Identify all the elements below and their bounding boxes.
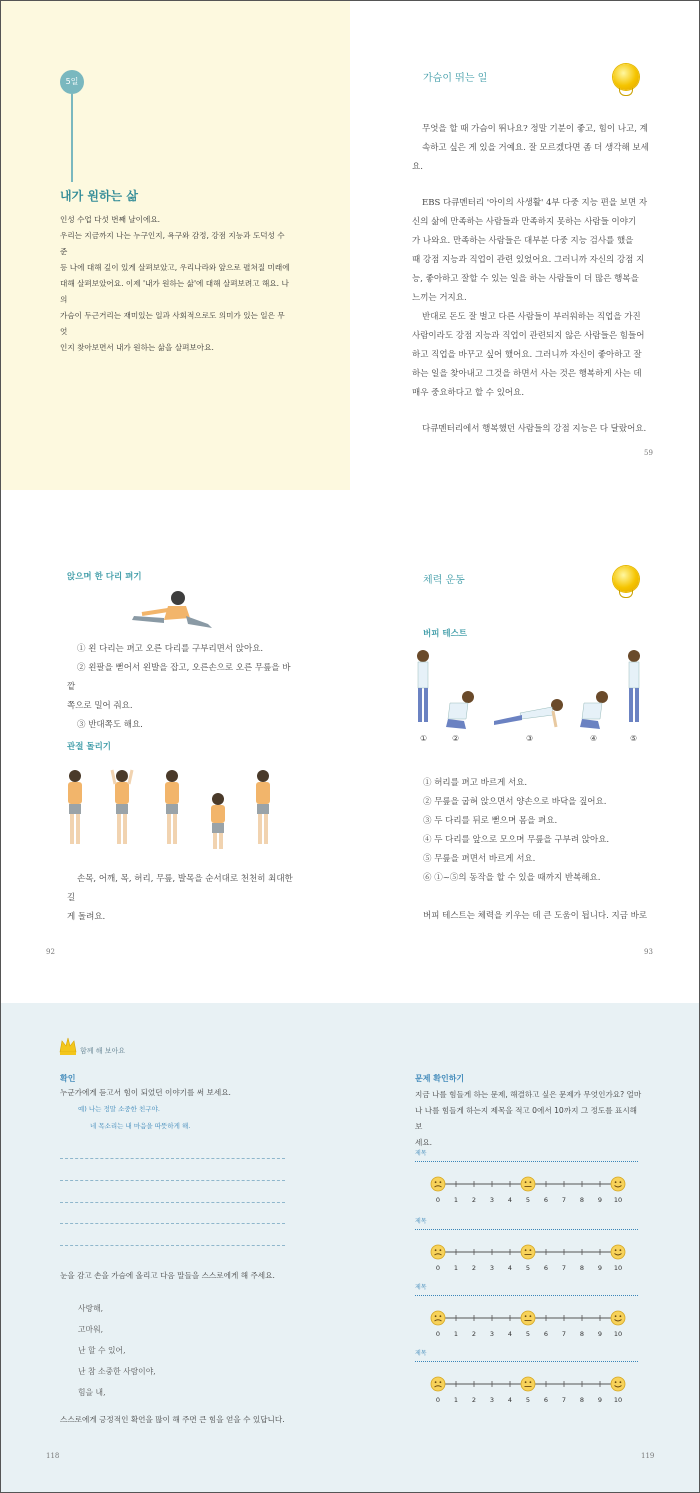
joint-rotation-illustration — [60, 765, 290, 855]
body-line: 무엇을 할 때 가슴이 뛰나요? 정말 기분이 좋고, 힘이 나고, 계 — [422, 124, 648, 134]
affirmation: 난 참 소중한 사람이야, — [78, 1367, 156, 1376]
affirmation: 난 할 수 있어, — [78, 1346, 126, 1355]
burpee-marker: ④ — [590, 734, 598, 743]
instruction-line: 나 나를 힘들게 하는지 제목을 적고 0에서 10까지 그 정도를 표시해 보 — [415, 1106, 638, 1131]
scale-title-line[interactable] — [415, 1161, 638, 1162]
writing-line[interactable] — [60, 1202, 285, 1203]
body-line: 신의 삶에 만족하는 사람들과 만족하지 못하는 사람들 이야기 — [412, 217, 637, 227]
step: ⑥ ①~⑤의 동작을 할 수 있을 때까지 반복해요. — [423, 873, 601, 883]
burpee-steps — [423, 774, 658, 888]
burpee-title: 버피 테스트 — [423, 629, 468, 639]
step: ⑤ 무릎을 펴면서 바르게 서요. — [423, 854, 536, 864]
joint-figure — [112, 770, 132, 844]
neutral-face-icon — [521, 1177, 535, 1191]
joint-figure — [68, 770, 82, 844]
day-badge-line — [71, 94, 73, 182]
paragraph — [412, 308, 652, 403]
step: 쪽으로 밀어 줘요. — [67, 701, 133, 711]
rating-scale[interactable] — [428, 1374, 628, 1406]
step: ④ 두 다리를 앞으로 모으며 무릎을 구부려 앉아요. — [423, 835, 610, 845]
joint-desc — [67, 870, 297, 927]
intro-line: 우리는 지금까지 나는 누구인지, 욕구와 감정, 강점 지능과 도덕성 수준 — [60, 231, 285, 256]
scale-number: 9 — [597, 1196, 603, 1204]
paragraph — [412, 420, 652, 439]
page-number: 93 — [644, 948, 653, 956]
scale-number: 2 — [471, 1330, 477, 1338]
scale-number: 9 — [597, 1330, 603, 1338]
writing-line[interactable] — [60, 1180, 285, 1181]
joint-figure — [165, 770, 179, 844]
activity-logo-text: 함께 해 보아요 — [80, 1047, 126, 1055]
page-number: 119 — [641, 1452, 655, 1460]
desc-line: 게 돌려요. — [67, 912, 106, 922]
instruction-line: 세요. — [415, 1138, 433, 1147]
scale-number: 8 — [579, 1196, 585, 1204]
section-body — [412, 120, 652, 439]
scale-number: 3 — [489, 1264, 495, 1272]
sad-face-icon — [431, 1311, 445, 1325]
body-line: 때 강점 지능과 직업이 관련 있었어요. 그러니까 자신의 강점 지 — [412, 255, 645, 265]
scale-number: 1 — [453, 1264, 459, 1272]
closing-text: 스스로에게 긍정적인 확언을 많이 해 주면 큰 힘을 얻을 수 있답니다. — [60, 1415, 285, 1424]
scale-number: 5 — [525, 1330, 531, 1338]
affirmation: 사랑해, — [78, 1304, 104, 1313]
scale-number: 7 — [561, 1196, 567, 1204]
scale-title-label: 제목 — [415, 1284, 427, 1291]
happy-face-icon — [611, 1377, 625, 1391]
chapter-title: 내가 원하는 삶 — [60, 189, 138, 203]
page-number: 92 — [46, 948, 55, 956]
paragraph — [412, 120, 652, 177]
writing-line[interactable] — [60, 1245, 285, 1246]
scale-title-label: 제목 — [415, 1150, 427, 1157]
page-number: 118 — [46, 1452, 60, 1460]
body-line: EBS 다큐멘터리 '아이의 사생활' 4부 다중 지능 편을 보면 자 — [422, 198, 648, 208]
scale-number: 0 — [435, 1330, 441, 1338]
neutral-face-icon — [521, 1245, 535, 1259]
scale-title-line[interactable] — [415, 1295, 638, 1296]
desc-line: 손목, 어깨, 목, 허리, 무릎, 발목을 순서대로 천천히 최대한 길 — [67, 874, 293, 903]
problem-instruction — [415, 1087, 645, 1151]
scale-title-line[interactable] — [415, 1229, 638, 1230]
joint-figure — [211, 793, 225, 849]
scale-number: 6 — [543, 1396, 549, 1404]
scale-number: 2 — [471, 1396, 477, 1404]
body-line: 느끼는 거지요. — [412, 293, 467, 303]
confirm-title: 확인 — [60, 1074, 76, 1083]
light-bulb-icon — [613, 566, 639, 598]
rating-scale-container[interactable] — [428, 1308, 628, 1338]
joint-title: 관절 돌리기 — [67, 742, 112, 752]
intro-line: 인성 수업 다섯 번째 날이에요. — [60, 215, 161, 224]
day-badge: 5일 — [60, 70, 84, 94]
scale-number: 8 — [579, 1264, 585, 1272]
scale-number: 0 — [435, 1196, 441, 1204]
instruction-line: 지금 나를 힘들게 하는 문제, 해결하고 싶은 문제가 무엇인가요? 얼마 — [415, 1090, 642, 1099]
rating-scale[interactable] — [428, 1242, 628, 1274]
body-line: 사람이라도 강점 지능과 직업이 관련되지 않은 사람들은 힘들어 — [412, 331, 645, 341]
scale-number: 1 — [453, 1330, 459, 1338]
intro-line: 대해 살펴보았어요. 이제 '내가 원하는 삶'에 대해 살펴보려고 해요. 나의 — [60, 279, 289, 304]
writing-line[interactable] — [60, 1223, 285, 1224]
scale-number: 5 — [525, 1396, 531, 1404]
confirm-instruction: 누군가에게 듣고서 힘이 되었던 이야기를 써 보세요. — [60, 1088, 231, 1097]
stretch-illustration — [128, 588, 218, 633]
scale-number: 2 — [471, 1196, 477, 1204]
rating-scale[interactable] — [428, 1174, 628, 1206]
burpee-marker: ③ — [526, 734, 534, 743]
scale-number: 4 — [507, 1396, 513, 1404]
body-line: 속하고 싶은 게 있을 거예요. 잘 모르겠다면 좀 더 생각해 보세요. — [412, 143, 649, 172]
rating-scale-container[interactable] — [428, 1242, 628, 1272]
step: ③ 두 다리를 뒤로 뻗으며 몸을 펴요. — [423, 816, 558, 826]
example-text: 네 목소리는 내 마음을 따뜻하게 해. — [90, 1122, 191, 1130]
scale-number: 1 — [453, 1196, 459, 1204]
scale-number: 2 — [471, 1264, 477, 1272]
burpee-marker: ① — [420, 734, 428, 743]
scale-title-line[interactable] — [415, 1361, 638, 1362]
scale-number: 7 — [561, 1396, 567, 1404]
scale-number: 0 — [435, 1396, 441, 1404]
writing-line[interactable] — [60, 1158, 285, 1159]
example-text: 예) 나는 정말 소중한 친구야. — [78, 1105, 160, 1113]
scale-number: 5 — [525, 1264, 531, 1272]
intro-line: 등 나에 대해 깊이 있게 살펴보았고, 우리나라와 앞으로 펼쳐질 미래에 — [60, 263, 290, 272]
neutral-face-icon — [521, 1311, 535, 1325]
scale-number: 4 — [507, 1196, 513, 1204]
step: ③ 반대쪽도 해요. — [77, 720, 143, 730]
intro-line: 인지 찾아보면서 내가 원하는 삶을 살펴보아요. — [60, 343, 214, 352]
happy-face-icon — [611, 1311, 625, 1325]
section-title-heart: 가슴이 뛰는 일 — [423, 73, 488, 84]
scale-title-label: 제목 — [415, 1350, 427, 1357]
scale-number: 1 — [453, 1396, 459, 1404]
body-line: 하고 직업을 바꾸고 싶어 했어요. 그러니까 자신이 좋아하고 잘 — [412, 350, 642, 360]
scale-number: 9 — [597, 1396, 603, 1404]
paragraph — [412, 194, 652, 308]
scale-number: 3 — [489, 1330, 495, 1338]
affirmation: 고마워, — [78, 1325, 104, 1334]
scale-number: 4 — [507, 1330, 513, 1338]
scale-number: 3 — [489, 1196, 495, 1204]
rating-scale-container[interactable] — [428, 1174, 628, 1204]
affirmation-list — [78, 1298, 156, 1403]
scale-number: 5 — [525, 1196, 531, 1204]
body-line: 능, 좋아하고 잘할 수 있는 일을 하는 사람들이 더 많은 행복을 — [412, 274, 639, 284]
crown-icon — [58, 1036, 78, 1056]
body-line: 반대로 돈도 잘 벌고 다른 사람들이 부러워하는 직업을 가진 — [422, 312, 641, 322]
scale-number: 6 — [543, 1330, 549, 1338]
scale-number: 7 — [561, 1330, 567, 1338]
body-line: 가 나와요. 만족하는 사람들은 대부분 다중 지능 검사를 했을 — [412, 236, 634, 246]
step: ① 허리를 펴고 바르게 서요. — [423, 778, 528, 788]
body-line: 매우 중요하다고 할 수 있어요. — [412, 388, 525, 398]
scale-number: 7 — [561, 1264, 567, 1272]
sad-face-icon — [431, 1177, 445, 1191]
step: ② 무릎을 굽혀 앉으면서 양손으로 바닥을 짚어요. — [423, 797, 607, 807]
happy-face-icon — [611, 1177, 625, 1191]
burpee-marker: ⑤ — [630, 734, 638, 743]
scale-number: 10 — [613, 1196, 623, 1204]
fitness-title: 체력 운동 — [423, 575, 465, 586]
scale-title-label: 제목 — [415, 1218, 427, 1225]
intro-line: 가슴이 두근거리는 재미있는 일과 사회적으로도 의미가 있는 일은 무엇 — [60, 311, 285, 336]
neutral-face-icon — [521, 1377, 535, 1391]
page-number: 59 — [644, 449, 653, 457]
step: ② 왼팔을 뻗어서 왼발을 잡고, 오른손으로 오른 무릎을 바깥 — [67, 663, 291, 692]
burpee-desc: 버피 테스트는 체력을 키우는 데 큰 도움이 됩니다. 지금 바로 — [423, 911, 648, 921]
rating-scale[interactable] — [428, 1308, 628, 1340]
scale-number: 10 — [613, 1396, 623, 1404]
problem-check-title: 문제 확인하기 — [415, 1074, 465, 1083]
joint-figure — [256, 770, 270, 844]
body-line: 다큐멘터리에서 행복했던 사람들의 강점 지능은 다 달랐어요. — [422, 424, 647, 434]
scale-number: 8 — [579, 1396, 585, 1404]
scale-number: 9 — [597, 1264, 603, 1272]
affirmation-instruction: 눈을 감고 손을 가슴에 올리고 다음 말들을 스스로에게 해 주세요. — [60, 1271, 275, 1280]
scale-number: 6 — [543, 1264, 549, 1272]
scale-number: 3 — [489, 1396, 495, 1404]
scale-number: 0 — [435, 1264, 441, 1272]
happy-face-icon — [611, 1245, 625, 1259]
scale-number: 4 — [507, 1264, 513, 1272]
body-line: 하는 일을 찾아내고 그것을 하면서 사는 것은 행복하게 사는 데 — [412, 369, 642, 379]
chapter-intro — [60, 212, 290, 356]
affirmation: 힘을 내, — [78, 1388, 106, 1397]
light-bulb-icon — [613, 64, 639, 96]
scale-number: 10 — [613, 1264, 623, 1272]
sad-face-icon — [431, 1245, 445, 1259]
sad-face-icon — [431, 1377, 445, 1391]
stretch-steps — [67, 640, 297, 735]
burpee-marker: ② — [452, 734, 460, 743]
step: ① 왼 다리는 펴고 오른 다리를 구부리면서 앉아요. — [77, 644, 264, 654]
scale-number: 10 — [613, 1330, 623, 1338]
scale-number: 8 — [579, 1330, 585, 1338]
stretch-title: 앉으며 한 다리 펴기 — [67, 572, 142, 582]
burpee-illustration — [410, 645, 645, 745]
scale-number: 6 — [543, 1196, 549, 1204]
rating-scale-container[interactable] — [428, 1374, 628, 1404]
